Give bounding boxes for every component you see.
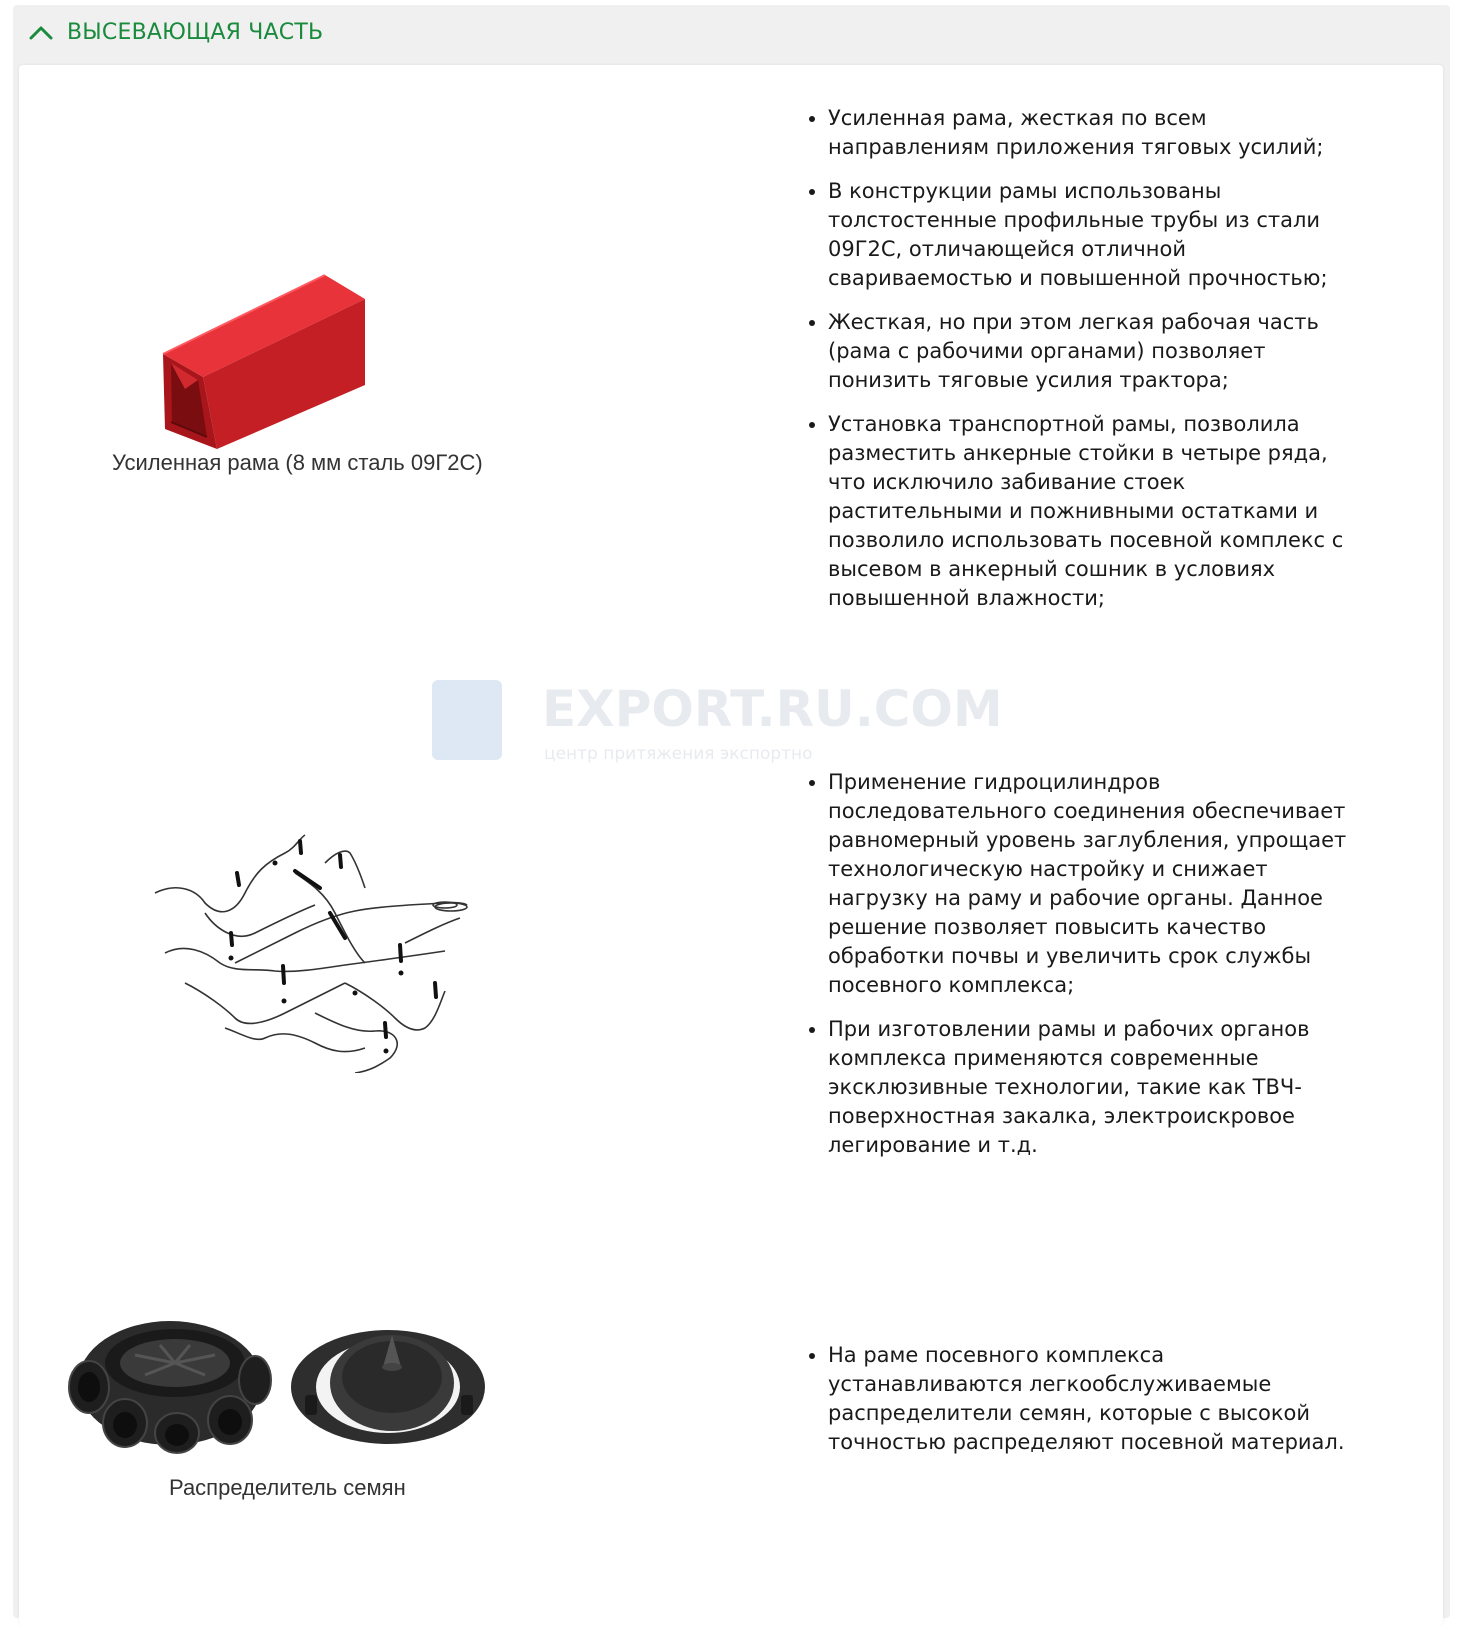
image-caption: Усиленная рама (8 мм сталь 09Г2С) xyxy=(112,450,483,475)
list-item: • На раме посевного комплекса устанавливаются легкообслуживаемые распределители семян, которые с высокой точностью распределяют посевной материал. xyxy=(828,1341,1358,1457)
list-item: • Усиленная рама, жесткая по всем направлениям приложения тяговых усилий; xyxy=(828,104,1358,162)
list-item: • Жесткая, но при этом легкая рабочая часть (рама с рабочими органами) позволяет понизить тяговые усилия трактора; xyxy=(828,308,1358,395)
list-item: • В конструкции рамы использованы толстостенные профильные трубы из стали 09Г2С, отличающейся отличной свариваемостью и повышенной прочностью; xyxy=(828,177,1358,293)
list-item: • При изготовлении рамы и рабочих органов комплекса применяются современные эксклюзивные технологии, такие как ТВЧ-поверхностная закалка, электроискровое легирование и т.д. xyxy=(828,1015,1358,1160)
seed-distributor-image xyxy=(65,1315,485,1455)
red-profile-tube-image xyxy=(155,269,375,454)
feature-list xyxy=(795,104,1358,628)
feature-list xyxy=(795,1341,1358,1472)
accordion-section xyxy=(13,5,1450,1618)
section-title[interactable]: ВЫСЕВАЮЩАЯ ЧАСТЬ xyxy=(67,20,324,45)
hydraulic-hoses-image xyxy=(145,833,475,1073)
accordion-panel xyxy=(19,65,1443,1625)
accordion-header[interactable] xyxy=(13,5,1450,61)
list-item: • Установка транспортной рамы, позволила разместить анкерные стойки в четыре ряда, что исключило забивание стоек растительными и пожнивными остатками и позволило использовать посевной комплекс с высевом в анкерный сошник в условиях повышенной влажности; xyxy=(828,410,1358,613)
list-item: • Применение гидроцилиндров последовательного соединения обеспечивает равномерный уровень заглубления, упрощает технологическую настройку и снижает нагрузку на раму и рабочие органы. Данное решение позволяет повысить качество обработки почвы и увеличить срок службы посевного комплекса; xyxy=(828,768,1358,1000)
image-caption: Распределитель семян xyxy=(169,1475,406,1500)
chevron-up-icon[interactable] xyxy=(27,19,55,47)
feature-list xyxy=(795,768,1358,1175)
